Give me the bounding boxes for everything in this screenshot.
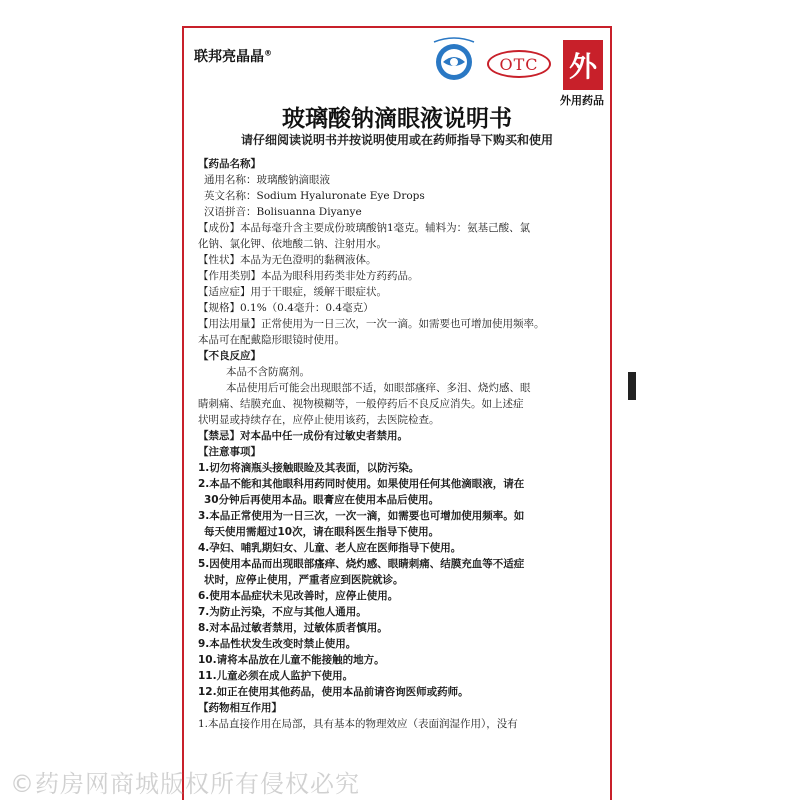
precaution-item: 11.儿童必须在成人监护下使用。 [198,670,354,682]
section-heading-name: 【药品名称】 [198,158,261,170]
category-section: 【作用类别】本品为眼科用药类非处方药药品。 [198,270,419,282]
adverse-line: 状明显或持续存在，应停止使用该药，去医院检查。 [198,414,440,426]
side-marker [628,372,636,400]
dosage-line: 本品可在配戴隐形眼镜时使用。 [198,334,345,346]
contraindication-section: 【禁忌】对本品中任一成份有过敏史者禁用。 [198,430,408,442]
precaution-item: 6.使用本品症状未见改善时，应停止使用。 [198,590,399,602]
precaution-item: 5.因使用本品而出现眼部瘙痒、烧灼感、眼睛刺痛、结膜充血等不适症 [198,558,525,570]
precaution-item: 10.请将本品放在儿童不能接触的地方。 [198,654,385,666]
precaution-item: 7.为防止污染，不应与其他人通用。 [198,606,367,618]
dosage-line: 【用法用量】正常使用为一日三次，一次一滴。如需要也可增加使用频率。 [198,318,545,330]
interaction-line: 1.本品直接作用在局部，具有基本的物理效应（表面润湿作用），没有 [198,718,518,730]
precaution-item: 4.孕妇、哺乳期妇女、儿童、老人应在医师指导下使用。 [198,542,462,554]
specification-section: 【规格】0.1%（0.4毫升：0.4毫克） [198,302,374,314]
description-section: 【性状】本品为无色澄明的黏稠液体。 [198,254,377,266]
external-use-badge: 外 [563,40,603,90]
precaution-item: 1.切勿将滴瓶头接触眼睑及其表面，以防污染。 [198,462,420,474]
copyright-watermark: ©药房网商城版权所有侵权必究 [10,770,360,798]
section-heading-interaction: 【药物相互作用】 [198,702,282,714]
composition-line: 【成份】本品每毫升含主要成份玻璃酸钠1毫克。辅料为：氨基己酸、氯 [198,222,531,234]
precaution-item: 3.本品正常使用为一日三次，一次一滴，如需要也可增加使用频率。如 [198,510,525,522]
section-heading-adverse: 【不良反应】 [198,350,261,362]
composition-line: 化钠、氯化钾、依地酸二钠、注射用水。 [198,238,387,250]
document-title: 玻璃酸钠滴眼液说明书 [282,106,512,132]
leaflet-body [198,156,602,732]
precaution-item: 30分钟后再使用本品。眼膏应在使用本品后使用。 [204,494,440,506]
generic-name: 通用名称：玻璃酸钠滴眼液 [204,174,330,186]
indication-section: 【适应症】用于干眼症，缓解干眼症状。 [198,286,387,298]
english-name: 英文名称：Sodium Hyaluronate Eye Drops [204,190,425,202]
precaution-item: 2.本品不能和其他眼科用药同时使用。如果使用任何其他滴眼液，请在 [198,478,525,490]
external-use-label: 外用药品 [560,94,604,107]
adverse-line: 本品使用后可能会出现眼部不适，如眼部瘙痒、多泪、烧灼感、眼 [226,382,531,394]
precaution-item: 8.对本品过敏者禁用，过敏体质者慎用。 [198,622,388,634]
precaution-item: 9.本品性状发生改变时禁止使用。 [198,638,357,650]
document-subtitle: 请仔细阅读说明书并按说明使用或在药师指导下购买和使用 [240,133,553,147]
pinyin-name: 汉语拼音：Bolisuanna Diyanye [204,206,362,218]
brand-name: 联邦亮晶晶® [194,48,272,65]
certification-badge-icon [428,32,480,84]
precaution-item: 12.如正在使用其他药品，使用本品前请咨询医师或药师。 [198,686,469,698]
precaution-item: 状时，应停止使用，严重者应到医院就诊。 [204,574,404,586]
otc-badge: OTC [487,50,551,78]
section-heading-precautions: 【注意事项】 [198,446,261,458]
adverse-line: 本品不含防腐剂。 [226,366,310,378]
precaution-item: 每天使用需超过10次，请在眼科医生指导下使用。 [204,526,440,538]
adverse-line: 睛刺痛、结膜充血、视物模糊等，一般停药后不良反应消失。如上述症 [198,398,524,410]
